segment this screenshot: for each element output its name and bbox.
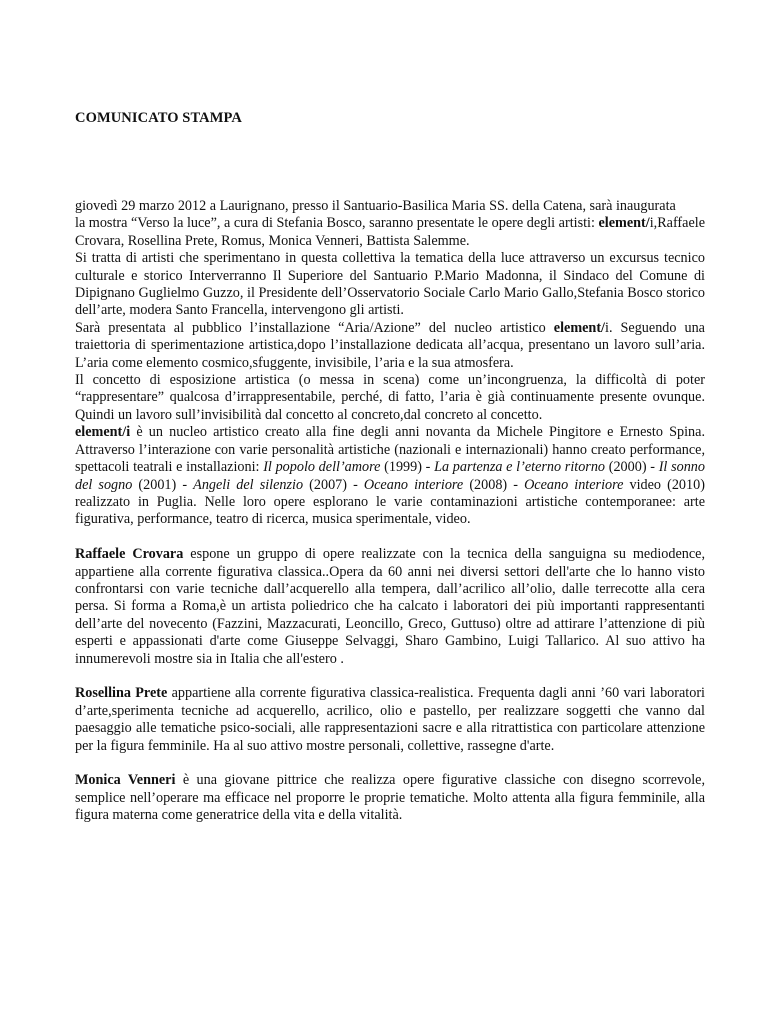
concept-paragraph: Il concetto di esposizione artistica (o messa in scena) come un’incongruenza, la difficoltà di poter “rappresentare” qualcosa d’irrappresentabile, perché, di fatto, l’aria è già continuamente presente ovunque. Quindi un lavoro sull’invisibilità dal concetto al concreto,dal concreto al concetto.: [75, 372, 705, 423]
element-paragraph: [75, 424, 705, 528]
work-title: Il sonno del sogno: [75, 459, 705, 493]
installation-text: Sarà presentata al pubblico l’installazione “Aria/Azione” del nucleo artistico: [75, 319, 554, 336]
artist-bio: espone un gruppo di opere realizzate con la tecnica della sanguigna su mediodence, appartiene alla corrente figurativa classica..Opera da 60 anni nei diversi settori dell'arte che lo hanno visto confrontarsi con varie tecniche dall’acquerello alla tempera, dall’acrilico all’olio, dalle terrecotte alla cera persa. Si forma a Roma,è un artista poliedrico che ha calcato i laboratori dei più importanti rappresentanti dell’arte del novecento (Fazzini, Mazzacurati, Leoncillo, Greco, Guttuso) oltre ad attirare l’attenzione di più esperti e appassionati d'arte come Giuseppe Selvaggi, Sharo Gambino, Luigi Tallarico. Al suo attivo ha innumerevoli mostre sia in Italia che all'estero .: [75, 546, 705, 667]
page-title: COMUNICATO STAMPA: [75, 110, 242, 126]
work-title: Oceano interiore: [363, 476, 464, 493]
theme-paragraph: Si tratta di artisti che sperimentano in questa collettiva la tematica della luce attraverso un excursus tecnico culturale e storico Interverranno Il Superiore del Santuario P.Mario Madonna, il Sindaco del Comune di Dipignano Guglielmo Guzzo, il Presidente dell’Osservatorio Sociale Carlo Mario Gallo,Stefania Bosco storico dell’arte, modera Santo Francella, intervengono gli artisti.: [75, 250, 705, 319]
artist-bio: appartiene alla corrente figurativa classica-realistica. Frequenta dagli anni ’60 vari laboratori d’arte,sperimenta tecniche ad acquerello, acrilico, olio e pastello, per realizzare soggetti che vanno dal paesaggio alle tematiche psico-sociali, alle rappresentazioni sacre e alla ritrattistica con particolare attenzione per la figura femminile. Ha al suo attivo mostre personali, collettive, rassegne d'arte.: [75, 685, 705, 754]
intro-artists-paragraph: [75, 215, 705, 250]
work-year: (2001) -: [132, 476, 194, 493]
group-name: element/: [553, 319, 605, 336]
group-name: element/: [598, 215, 650, 232]
element-text: è un nucleo artistico creato alla fine degli anni novanta da Michele Pingitore e Ernesto Spina. Attraverso l’interazione con varie personalità artistiche (nazionali e internazionali) hanno creato performance, spettacoli teatrali e installazioni:: [75, 424, 705, 476]
prete-paragraph: [75, 685, 705, 755]
work-year: (1999) -: [380, 459, 435, 476]
work-year: (2000) -: [605, 459, 659, 476]
artist-bio: è una giovane pittrice che realizza opere figurative classiche con disegno scorrevole, semplice nell’operare ma efficace nel proporre le proprie tematiche. Molto attenta alla figura femminile, alla figura materna come generatrice della vita e della vitalità.: [75, 772, 705, 824]
element-text-continued: video (2010) realizzato in Puglia. Nelle loro opere esplorano le varie contaminazioni artistiche contemporanee: arte figurativa, performance, teatro di ricerca, musica sperimentale, video.: [75, 476, 705, 528]
artist-name: Raffaele Crovara: [75, 546, 184, 563]
artist-list: i,Raffaele Crovara, Rosellina Prete, Romus, Monica Venneri, Battista Salemme.: [75, 215, 705, 249]
work-title: Il popolo dell’amore: [263, 459, 381, 476]
installation-paragraph: [75, 320, 705, 372]
intro-artists-text: la mostra “Verso la luce”, a cura di Stefania Bosco, saranno presentate le opere degli artisti:: [75, 215, 599, 232]
artist-name: Rosellina Prete: [75, 685, 168, 702]
work-title: La partenza e l’eterno ritorno: [434, 459, 606, 476]
artist-name: Monica Venneri: [75, 772, 176, 789]
document-body: [75, 198, 705, 825]
element-name: element/i: [75, 424, 131, 441]
venneri-paragraph: [75, 772, 705, 824]
work-title: Oceano interiore: [524, 476, 624, 493]
crovara-paragraph: [75, 546, 705, 668]
work-title: Angeli del silenzio: [193, 476, 304, 493]
installation-text-continued: i. Seguendo una traiettoria di sperimentazione artistica,dopo l’installazione dedicata all’acqua, presentano un lavoro sull’aria. L’aria come elemento cosmico,sfuggente, invisibile, l’aria e la sua atmosfera.: [75, 319, 705, 371]
intro-date-paragraph: giovedì 29 marzo 2012 a Laurignano, presso il Santuario-Basilica Maria SS. della Catena, sarà inaugurata: [75, 198, 676, 214]
work-year: (2008) -: [463, 476, 525, 493]
work-year: (2007) -: [303, 476, 364, 493]
